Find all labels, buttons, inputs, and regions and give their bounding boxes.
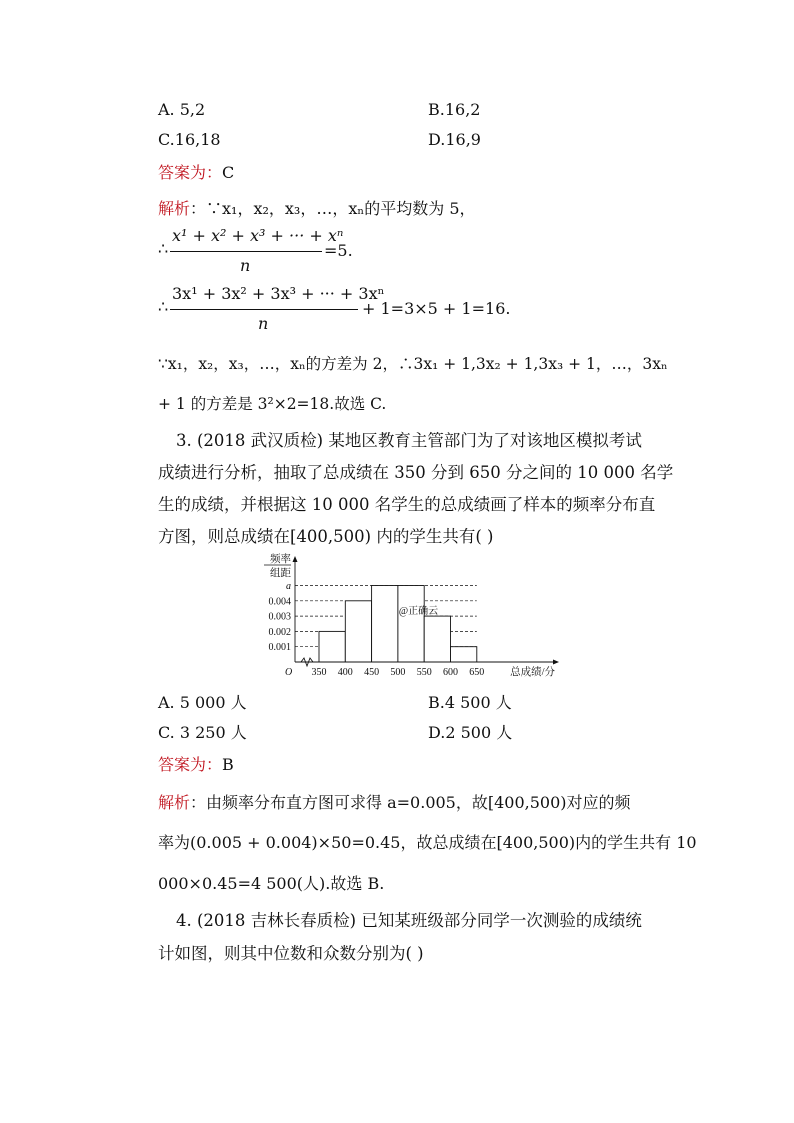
- option-a: A. 5 000 人: [158, 693, 247, 712]
- solution-label: 解析: [158, 793, 191, 812]
- question-3-line-3: 生的成绩，并根据这 10 000 名学生的总成绩画了样本的频率分布直: [158, 495, 656, 514]
- x-axis-arrow: [553, 660, 559, 665]
- histogram-bar: [451, 647, 477, 662]
- solution-line-4: ∵x₁，x₂，x₃，…，xₙ的方差为 2，∴3x₁ + 1,3x₂ + 1,3x₃ + 1，…，3xₙ: [158, 355, 668, 373]
- y-axis-label-top: 频率: [270, 554, 291, 565]
- fraction-prefix: ∴: [158, 239, 169, 258]
- x-tick-label: 350: [311, 667, 327, 678]
- y-axis-label-bottom: 组距: [270, 568, 291, 579]
- x-tick-label: 400: [337, 667, 353, 678]
- solution-line-3: 000×0.45=4 500(人).故选 B.: [158, 874, 385, 893]
- fraction-numerator: 3x¹ + 3x² + 3x³ + ··· + 3xⁿ: [172, 284, 385, 303]
- option-c: C. 3 250 人: [158, 723, 247, 742]
- origin-label: O: [285, 667, 293, 678]
- option-a: A. 5,2: [158, 100, 206, 119]
- x-tick-label: 650: [469, 667, 485, 678]
- answer-line: [158, 160, 234, 183]
- option-b: B.4 500 人: [428, 693, 512, 712]
- y-tick-label: a: [286, 581, 291, 592]
- x-axis-label: 总成绩/分: [510, 667, 555, 678]
- fraction-bar: [170, 309, 358, 310]
- x-tick-label: 450: [364, 667, 380, 678]
- option-d: D.2 500 人: [428, 723, 513, 742]
- watermark: @正确云: [398, 605, 439, 617]
- y-tick-label: 0.003: [268, 611, 291, 623]
- x-tick-label: 500: [390, 667, 406, 678]
- x-tick-label: 600: [443, 667, 458, 678]
- fraction-transformed-mean: [158, 284, 518, 336]
- fraction-denominator: n: [258, 314, 269, 333]
- fraction-numerator: x¹ + x² + x³ + ··· + xⁿ: [172, 226, 344, 245]
- y-tick-label: 0.001: [268, 642, 291, 654]
- fraction-mean: [158, 226, 378, 278]
- histogram-bar: [345, 601, 371, 662]
- x-tick-label: 550: [416, 667, 432, 678]
- option-b: B.16,2: [428, 100, 481, 119]
- answer-label: 答案为：: [158, 163, 223, 182]
- option-c: C.16,18: [158, 130, 221, 149]
- question-4-line-2: 计如图，则其中位数和众数分别为( ): [158, 944, 424, 963]
- answer-label: 答案为：: [158, 755, 223, 774]
- question-3-line-1: 3. (2018 武汉质检) 某地区教育主管部门为了对该地区模拟考试: [176, 431, 642, 450]
- solution-line-2: 率为(0.005 + 0.004)×50=0.45，故总成绩在[400,500)内的学生共有 10: [158, 833, 697, 852]
- fraction-suffix: + 1=3×5 + 1=16.: [362, 299, 511, 318]
- question-3-line-4: 方图，则总成绩在[400,500) 内的学生共有( ): [158, 527, 494, 546]
- histogram-bar: [398, 586, 424, 663]
- answer-value: B: [222, 755, 234, 774]
- fraction-suffix: =5.: [324, 241, 353, 260]
- solution-line-1: [158, 196, 476, 219]
- solution-line-5: + 1 的方差是 3²×2=18.故选 C.: [158, 395, 387, 413]
- solution-label: 解析: [158, 199, 191, 218]
- answer-value: C: [222, 163, 235, 182]
- question-3-line-2: 成绩进行分析，抽取了总成绩在 350 分到 650 分之间的 10 000 名学: [158, 463, 674, 482]
- histogram-bar: [319, 631, 345, 662]
- histogram-bar: [372, 586, 398, 663]
- fraction-prefix: ∴: [158, 297, 169, 316]
- solution-line-1: [158, 790, 631, 813]
- fraction-denominator: n: [240, 256, 251, 275]
- frequency-histogram: [255, 548, 575, 678]
- solution-text: ：∵x₁，x₂，x₃，…，xₙ的平均数为 5，: [190, 199, 476, 218]
- question-4-line-1: 4. (2018 吉林长春质检) 已知某班级部分同学一次测验的成绩统: [176, 911, 642, 930]
- y-tick-label: 0.004: [268, 596, 291, 608]
- fraction-bar: [170, 251, 322, 252]
- y-tick-label: 0.002: [268, 626, 291, 638]
- y-axis-arrow: [293, 556, 298, 562]
- answer-line: [158, 752, 234, 775]
- histogram-bar: [424, 616, 450, 662]
- option-d: D.16,9: [428, 130, 481, 149]
- solution-text: ：由频率分布直方图可求得 a=0.005，故[400,500)对应的频: [190, 793, 631, 812]
